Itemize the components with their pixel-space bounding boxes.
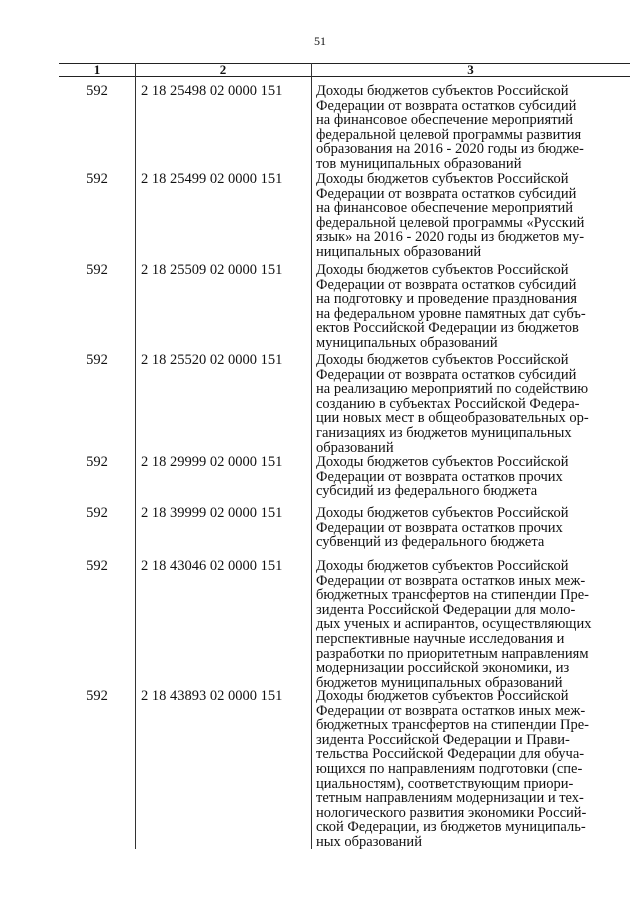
description-line: ции новых мест в общеобразовательных ор- [316, 410, 589, 427]
revenue-description-cell [316, 455, 606, 499]
budget-classification-code-cell: 2 18 43046 02 0000 151 [141, 558, 283, 574]
budget-classification-code-cell: 2 18 25509 02 0000 151 [141, 262, 283, 278]
column-divider-1 [135, 63, 136, 849]
description-line: модернизации российской экономики, из [316, 660, 570, 677]
description-line: ской Федерации, из бюджетов муниципаль- [316, 819, 586, 836]
description-line: ганизациях из бюджетов муниципальных [316, 424, 572, 441]
description-line: ных образований [316, 833, 422, 850]
description-line: дых ученых и аспирантов, осуществляющих [316, 616, 592, 633]
description-line: Федерации от возврата остатков субсидий [316, 185, 577, 202]
revenue-description-cell [316, 506, 606, 550]
description-line: Федерации от возврата остатков субсидий [316, 366, 577, 383]
description-line: тельства Российской Федерации для обуча- [316, 746, 585, 763]
header-col-2: 2 [219, 62, 227, 77]
header-col-1: 1 [93, 62, 101, 77]
description-line: разработки по приоритетным направлениям [316, 645, 589, 662]
description-line: перспективные научные исследования и [316, 630, 565, 647]
description-line: федеральной целевой программы «Русский [316, 214, 585, 231]
description-line: на финансовое обеспечение мероприятий [316, 112, 574, 129]
description-line: ющихся по направлениям подготовки (спе- [316, 760, 583, 777]
description-line: язык» на 2016 - 2020 годы из бюджетов му- [316, 229, 585, 246]
description-line: субвенций из федерального бюджета [316, 534, 545, 551]
description-line: бюджетов муниципальных образований [316, 674, 563, 691]
description-line: Федерации от возврата остатков прочих [316, 519, 563, 536]
column-divider-2 [311, 63, 312, 849]
admin-code-cell: 592 [86, 688, 108, 704]
description-line: на федеральном уровне памятных дат субъ- [316, 305, 586, 322]
description-line: бюджетных трансфертов на стипендии Пре- [316, 587, 589, 604]
description-line: бюджетных трансфертов на стипендии Пре- [316, 717, 589, 734]
description-line: Доходы бюджетов субъектов Российской [316, 83, 569, 99]
description-line: зидента Российской Федерации и Прави- [316, 731, 570, 748]
revenue-description-cell [316, 84, 606, 172]
description-line: Доходы бюджетов субъектов Российской [316, 688, 569, 704]
header-bottom-border [59, 76, 630, 77]
revenue-description-cell [316, 172, 606, 260]
budget-classification-code-cell: 2 18 25498 02 0000 151 [141, 83, 283, 99]
budget-classification-code-cell: 2 18 43893 02 0000 151 [141, 688, 283, 704]
description-line: Федерации от возврата остатков иных меж- [316, 702, 586, 719]
admin-code-cell: 592 [86, 171, 108, 187]
revenue-description-cell [316, 689, 606, 850]
budget-classification-code-cell: 2 18 25499 02 0000 151 [141, 171, 283, 187]
description-line: Доходы бюджетов субъектов Российской [316, 171, 569, 187]
description-line: ектов Российской Федерации из бюджетов [316, 320, 579, 337]
description-line: Федерации от возврата остатков субсидий [316, 276, 577, 293]
description-line: Федерации от возврата остатков прочих [316, 468, 563, 485]
description-line: Доходы бюджетов субъектов Российской [316, 558, 569, 574]
budget-classification-code-cell: 2 18 39999 02 0000 151 [141, 505, 283, 521]
description-line: на реализацию мероприятий по содействию [316, 381, 589, 398]
description-line: зидента Российской Федерации для моло- [316, 601, 576, 618]
header-col-3: 3 [467, 62, 474, 77]
budget-classification-code-cell: 2 18 29999 02 0000 151 [141, 454, 283, 470]
description-line: созданию в субъектах Российской Федера- [316, 395, 580, 412]
admin-code-cell: 592 [86, 83, 108, 99]
admin-code-cell: 592 [86, 352, 108, 368]
description-line: нологического развития экономики Россий- [316, 804, 587, 821]
description-line: циальностям), соответствующим приори- [316, 775, 574, 792]
description-line: ниципальных образований [316, 243, 482, 260]
description-line: тетным направлениям модернизации и тех- [316, 790, 584, 807]
revenue-description-cell [316, 559, 606, 690]
admin-code-cell: 592 [86, 558, 108, 574]
description-line: на подготовку и проведение празднования [316, 291, 578, 308]
description-line: Доходы бюджетов субъектов Российской [316, 454, 569, 470]
description-line: Федерации от возврата остатков субсидий [316, 97, 577, 114]
description-line: образования на 2016 - 2020 годы из бюдже- [316, 141, 584, 158]
admin-code-cell: 592 [86, 454, 108, 470]
description-line: Федерации от возврата остатков иных меж- [316, 572, 586, 589]
admin-code-cell: 592 [86, 505, 108, 521]
revenue-description-cell [316, 353, 606, 455]
description-line: муниципальных образований [316, 334, 498, 351]
admin-code-cell: 592 [86, 262, 108, 278]
description-line: Доходы бюджетов субъектов Российской [316, 352, 569, 368]
page-number: 51 [314, 34, 326, 48]
description-line: образований [316, 439, 394, 456]
revenue-description-cell [316, 263, 606, 351]
description-line: тов муниципальных образований [316, 155, 522, 172]
description-line: на финансовое обеспечение мероприятий [316, 200, 574, 217]
description-line: Доходы бюджетов субъектов Российской [316, 505, 569, 521]
description-line: федеральной целевой программы развития [316, 126, 582, 143]
description-line: Доходы бюджетов субъектов Российской [316, 262, 569, 278]
description-line: субсидий из федерального бюджета [316, 483, 538, 500]
budget-classification-code-cell: 2 18 25520 02 0000 151 [141, 352, 283, 368]
revenue-codes-table [59, 63, 630, 849]
